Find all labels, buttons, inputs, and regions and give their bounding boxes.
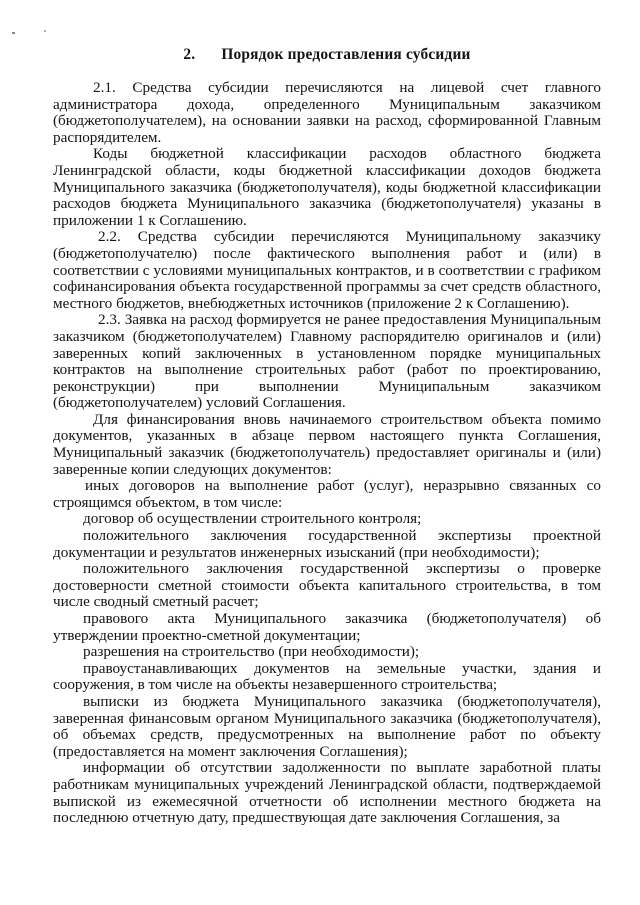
list-item-construction-control: договор об осуществлении строительного контроля;	[83, 510, 422, 528]
list-item-expertise-project: положительного заключения государственной экспертизы проектной документации и результатов инженерных изысканий (при необходимости);	[53, 527, 601, 561]
section-title: Порядок предоставления субсидии	[221, 46, 471, 63]
paragraph-budget-codes: Коды бюджетной классификации расходов областного бюджета Ленинградской области, коды бюджетной классификации доходов бюджета Муниципального заказчика (бюджетополучателя), коды бюджетной классификации расходов бюджета Муниципального заказчика (бюджетополучателя) указаны в приложении 1 к Соглашению.	[53, 145, 601, 229]
list-item-building-permit: разрешения на строительство (при необходимости);	[83, 643, 420, 661]
section-number: 2.	[183, 46, 196, 63]
document-body	[53, 80, 601, 827]
paragraph-2-1: 2.1. Средства субсидии перечисляются на лицевой счет главного администратора дохода, определенного Муниципальным заказчиком (бюджетополучателем), на основании заявки на расход, сформированной Главным распорядителем.	[53, 79, 601, 146]
list-item-legal-act: правового акта Муниципального заказчика (бюджетополучателя) об утверждении проектно-сметной документации;	[53, 610, 601, 644]
list-item-budget-extract: выписки из бюджета Муниципального заказчика (бюджетополучателя), заверенная финансовым органом Муниципального заказчика (бюджетополучателя), об объемах средств, предусмотренных на выполнение работ по объекту (предоставляется на момент заключения Соглашения);	[53, 692, 601, 760]
list-item-title-documents: правоустанавливающих документов на земельные участки, здания и сооружения, в том числе на объекты незавершенного строительства;	[53, 659, 601, 694]
paragraph-2-3: 2.3. Заявка на расход формируется не ранее предоставления Муниципальным заказчиком (бюджетополучателем) Главному распорядителю оригиналов и (или) заверенных копий заключенных в установленном порядке муниципальных контрактов на выполнение строительных работ (работ по проектированию, реконструкции) при выполнении Муниципальным заказчиком (бюджетополучателем) условий Соглашения.	[53, 311, 601, 412]
paragraph-new-construction: Для финансирования вновь начинаемого строительством объекта помимо документов, указанных в абзаце первом настоящего пункта Соглашения, Муниципальный заказчик (бюджетополучатель) предоставляет оригиналы и (или) заверенные копии следующих документов:	[53, 410, 601, 478]
scan-speck	[44, 30, 46, 32]
list-item-expertise-estimate: положительного заключения государственной экспертизы о проверке достоверности сметной стоимости объекта капитального строительства, в том числе сводный сметный расчет;	[53, 560, 601, 611]
scan-speck	[12, 32, 15, 34]
paragraph-2-2: 2.2. Средства субсидии перечисляются Муниципальному заказчику (бюджетополучателю) после фактического выполнения работ и (или) в соответствии с условиями муниципальных контрактов, и в соответствии с графиком софинансирования объекта государственной программы за счет средств областного, местного бюджетов, внебюджетных источников (приложение 2 к Соглашению).	[53, 228, 601, 312]
list-item-wage-arrears: информации об отсутствии задолженности по выплате заработной платы работникам муниципальных учреждений Ленинградской области, подтверждаемой выпиской из ежемесячной отчетности об исполнении местного бюджета на последнюю отчетную дату, предшествующая дате заключения Соглашения, за	[53, 759, 601, 827]
section-heading	[53, 46, 601, 64]
list-item-contracts: иных договоров на выполнение работ (услуг), неразрывно связанных со строящимся объектом, в том числе:	[53, 477, 601, 511]
